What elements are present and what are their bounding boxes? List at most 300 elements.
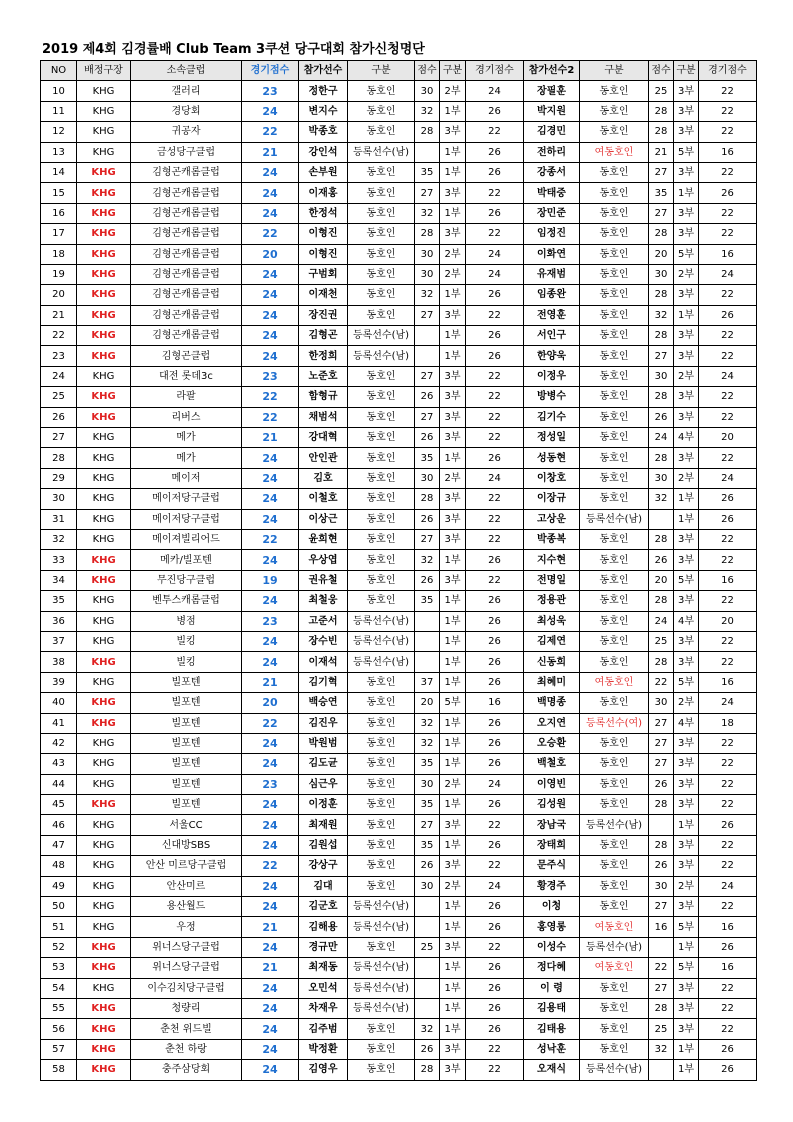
cell-venue: KHG bbox=[77, 346, 131, 366]
cell-player2: 백철호 bbox=[524, 754, 580, 774]
cell-venue: KHG bbox=[77, 1039, 131, 1059]
cell-points2: 28 bbox=[649, 122, 674, 142]
cell-match-score: 21 bbox=[242, 958, 299, 978]
table-row bbox=[41, 754, 757, 774]
cell-club: 빌포텐 bbox=[131, 672, 242, 692]
cell-venue: KHG bbox=[77, 448, 131, 468]
cell-club: 김형곤캐롬클럽 bbox=[131, 326, 242, 346]
cell-player1: 우상엽 bbox=[299, 550, 348, 570]
cell-division1: 2부 bbox=[440, 81, 466, 101]
cell-no: 34 bbox=[41, 570, 77, 590]
cell-category1: 동호인 bbox=[348, 835, 415, 855]
cell-no: 35 bbox=[41, 591, 77, 611]
cell-game-points1: 22 bbox=[466, 183, 524, 203]
cell-match-score: 21 bbox=[242, 142, 299, 162]
cell-division2: 3부 bbox=[674, 81, 699, 101]
cell-division2: 2부 bbox=[674, 468, 699, 488]
cell-game-points2: 22 bbox=[699, 1019, 757, 1039]
cell-division2: 3부 bbox=[674, 448, 699, 468]
cell-division2: 1부 bbox=[674, 1060, 699, 1080]
cell-division2: 3부 bbox=[674, 652, 699, 672]
cell-points1: 26 bbox=[415, 387, 440, 407]
cell-points1: 32 bbox=[415, 550, 440, 570]
cell-no: 24 bbox=[41, 366, 77, 386]
cell-points2: 27 bbox=[649, 733, 674, 753]
cell-club: 빌포텐 bbox=[131, 713, 242, 733]
cell-no: 47 bbox=[41, 835, 77, 855]
cell-points2: 25 bbox=[649, 81, 674, 101]
cell-player1: 박정환 bbox=[299, 1039, 348, 1059]
cell-division2: 3부 bbox=[674, 203, 699, 223]
table-row bbox=[41, 795, 757, 815]
cell-player2: 오승환 bbox=[524, 733, 580, 753]
cell-points2 bbox=[649, 509, 674, 529]
cell-category1: 동호인 bbox=[348, 733, 415, 753]
cell-club: 신대방SBS bbox=[131, 835, 242, 855]
cell-match-score: 20 bbox=[242, 244, 299, 264]
cell-category2: 동호인 bbox=[580, 183, 649, 203]
cell-venue: KHG bbox=[77, 876, 131, 896]
cell-match-score: 24 bbox=[242, 1019, 299, 1039]
cell-division1: 1부 bbox=[440, 591, 466, 611]
cell-division2: 3부 bbox=[674, 835, 699, 855]
header-player1: 참가선수 bbox=[299, 61, 348, 81]
cell-game-points1: 26 bbox=[466, 162, 524, 182]
cell-match-score: 22 bbox=[242, 122, 299, 142]
cell-player2: 성동현 bbox=[524, 448, 580, 468]
cell-game-points2: 24 bbox=[699, 468, 757, 488]
cell-game-points1: 24 bbox=[466, 468, 524, 488]
cell-category2: 동호인 bbox=[580, 693, 649, 713]
cell-points2: 30 bbox=[649, 468, 674, 488]
cell-player2: 김태용 bbox=[524, 1019, 580, 1039]
cell-category2: 동호인 bbox=[580, 631, 649, 651]
cell-game-points1: 26 bbox=[466, 998, 524, 1018]
cell-no: 23 bbox=[41, 346, 77, 366]
cell-no: 57 bbox=[41, 1039, 77, 1059]
table-row bbox=[41, 856, 757, 876]
cell-club: 김형곤클럽 bbox=[131, 346, 242, 366]
cell-division1: 1부 bbox=[440, 958, 466, 978]
cell-player2: 전명일 bbox=[524, 570, 580, 590]
cell-player1: 이재석 bbox=[299, 652, 348, 672]
cell-game-points2: 24 bbox=[699, 366, 757, 386]
cell-division1: 1부 bbox=[440, 897, 466, 917]
cell-no: 48 bbox=[41, 856, 77, 876]
cell-division2: 3부 bbox=[674, 631, 699, 651]
cell-points1: 35 bbox=[415, 591, 440, 611]
cell-points2: 20 bbox=[649, 570, 674, 590]
cell-venue: KHG bbox=[77, 754, 131, 774]
cell-match-score: 24 bbox=[242, 264, 299, 284]
cell-venue: KHG bbox=[77, 1060, 131, 1080]
cell-points1: 26 bbox=[415, 509, 440, 529]
cell-points2: 28 bbox=[649, 101, 674, 121]
cell-game-points1: 26 bbox=[466, 795, 524, 815]
cell-division2: 1부 bbox=[674, 509, 699, 529]
cell-division1: 2부 bbox=[440, 468, 466, 488]
cell-points2: 21 bbox=[649, 142, 674, 162]
cell-club: 빌킹 bbox=[131, 652, 242, 672]
cell-club: 김형곤캐롬클럽 bbox=[131, 203, 242, 223]
cell-player2: 이청 bbox=[524, 897, 580, 917]
cell-club: 김형곤캐롬클럽 bbox=[131, 162, 242, 182]
cell-category1: 동호인 bbox=[348, 693, 415, 713]
cell-club: 빌포텐 bbox=[131, 733, 242, 753]
cell-points2: 28 bbox=[649, 448, 674, 468]
cell-division1: 3부 bbox=[440, 428, 466, 448]
cell-club: 위너스당구클럽 bbox=[131, 937, 242, 957]
cell-division1: 1부 bbox=[440, 917, 466, 937]
cell-division2: 3부 bbox=[674, 529, 699, 549]
cell-category1: 동호인 bbox=[348, 570, 415, 590]
cell-venue: KHG bbox=[77, 958, 131, 978]
cell-match-score: 24 bbox=[242, 509, 299, 529]
cell-no: 43 bbox=[41, 754, 77, 774]
cell-match-score: 24 bbox=[242, 897, 299, 917]
cell-game-points2: 22 bbox=[699, 550, 757, 570]
cell-player2: 장남국 bbox=[524, 815, 580, 835]
cell-club: 빌포텐 bbox=[131, 774, 242, 794]
cell-player1: 김호 bbox=[299, 468, 348, 488]
cell-category1: 동호인 bbox=[348, 244, 415, 264]
cell-division1: 1부 bbox=[440, 713, 466, 733]
cell-player2: 백명종 bbox=[524, 693, 580, 713]
cell-no: 21 bbox=[41, 305, 77, 325]
cell-player1: 김영우 bbox=[299, 1060, 348, 1080]
cell-player2: 오재식 bbox=[524, 1060, 580, 1080]
cell-game-points1: 26 bbox=[466, 631, 524, 651]
cell-category1: 등록선수(남) bbox=[348, 917, 415, 937]
cell-division2: 5부 bbox=[674, 570, 699, 590]
cell-no: 14 bbox=[41, 162, 77, 182]
cell-venue: KHG bbox=[77, 897, 131, 917]
cell-game-points2: 22 bbox=[699, 835, 757, 855]
cell-division2: 3부 bbox=[674, 101, 699, 121]
cell-points2: 24 bbox=[649, 611, 674, 631]
table-row bbox=[41, 672, 757, 692]
cell-venue: KHG bbox=[77, 672, 131, 692]
cell-player2: 김기수 bbox=[524, 407, 580, 427]
table-row bbox=[41, 1039, 757, 1059]
cell-venue: KHG bbox=[77, 611, 131, 631]
cell-points2: 16 bbox=[649, 917, 674, 937]
cell-club: 춘천 하랑 bbox=[131, 1039, 242, 1059]
cell-game-points2: 20 bbox=[699, 611, 757, 631]
cell-category2: 동호인 bbox=[580, 101, 649, 121]
table-row bbox=[41, 203, 757, 223]
cell-points2: 30 bbox=[649, 264, 674, 284]
cell-category1: 동호인 bbox=[348, 183, 415, 203]
cell-division1: 3부 bbox=[440, 509, 466, 529]
cell-category1: 동호인 bbox=[348, 203, 415, 223]
cell-venue: KHG bbox=[77, 937, 131, 957]
cell-category1: 동호인 bbox=[348, 101, 415, 121]
cell-points1: 35 bbox=[415, 835, 440, 855]
cell-match-score: 24 bbox=[242, 652, 299, 672]
cell-division1: 1부 bbox=[440, 162, 466, 182]
cell-match-score: 22 bbox=[242, 856, 299, 876]
cell-venue: KHG bbox=[77, 489, 131, 509]
cell-game-points1: 26 bbox=[466, 326, 524, 346]
cell-player1: 김도균 bbox=[299, 754, 348, 774]
cell-game-points2: 26 bbox=[699, 1060, 757, 1080]
cell-no: 17 bbox=[41, 224, 77, 244]
cell-game-points2: 16 bbox=[699, 672, 757, 692]
table-row bbox=[41, 224, 757, 244]
cell-division2: 3부 bbox=[674, 122, 699, 142]
cell-no: 50 bbox=[41, 897, 77, 917]
table-row bbox=[41, 713, 757, 733]
cell-category1: 등록선수(남) bbox=[348, 652, 415, 672]
cell-player1: 채범석 bbox=[299, 407, 348, 427]
cell-game-points1: 26 bbox=[466, 978, 524, 998]
cell-player1: 정한구 bbox=[299, 81, 348, 101]
cell-points2: 20 bbox=[649, 244, 674, 264]
cell-points2: 28 bbox=[649, 326, 674, 346]
cell-division2: 3부 bbox=[674, 591, 699, 611]
cell-division1: 3부 bbox=[440, 1060, 466, 1080]
cell-points1: 27 bbox=[415, 305, 440, 325]
cell-player1: 한정희 bbox=[299, 346, 348, 366]
cell-category1: 동호인 bbox=[348, 876, 415, 896]
cell-club: 메가 bbox=[131, 428, 242, 448]
cell-club: 메이져빌리어드 bbox=[131, 529, 242, 549]
cell-division2: 5부 bbox=[674, 244, 699, 264]
cell-points2: 27 bbox=[649, 203, 674, 223]
cell-category1: 등록선수(남) bbox=[348, 346, 415, 366]
cell-game-points1: 26 bbox=[466, 203, 524, 223]
cell-match-score: 20 bbox=[242, 693, 299, 713]
header-points2: 점수 bbox=[649, 61, 674, 81]
cell-player2: 최성욱 bbox=[524, 611, 580, 631]
cell-category2: 동호인 bbox=[580, 733, 649, 753]
cell-points2: 35 bbox=[649, 183, 674, 203]
cell-game-points2: 22 bbox=[699, 897, 757, 917]
cell-division1: 2부 bbox=[440, 264, 466, 284]
table-row bbox=[41, 509, 757, 529]
cell-division1: 1부 bbox=[440, 326, 466, 346]
cell-venue: KHG bbox=[77, 468, 131, 488]
cell-category2: 등록선수(남) bbox=[580, 937, 649, 957]
cell-club: 메카/빌포텐 bbox=[131, 550, 242, 570]
cell-game-points2: 16 bbox=[699, 917, 757, 937]
cell-category1: 동호인 bbox=[348, 815, 415, 835]
cell-game-points2: 22 bbox=[699, 733, 757, 753]
cell-division2: 4부 bbox=[674, 428, 699, 448]
cell-division1: 3부 bbox=[440, 387, 466, 407]
cell-venue: KHG bbox=[77, 856, 131, 876]
cell-category1: 동호인 bbox=[348, 754, 415, 774]
cell-category1: 동호인 bbox=[348, 489, 415, 509]
header-club: 소속클럽 bbox=[131, 61, 242, 81]
cell-game-points1: 24 bbox=[466, 774, 524, 794]
cell-category1: 동호인 bbox=[348, 448, 415, 468]
cell-player2: 고상운 bbox=[524, 509, 580, 529]
cell-category1: 등록선수(남) bbox=[348, 978, 415, 998]
cell-player1: 권유철 bbox=[299, 570, 348, 590]
cell-club: 리버스 bbox=[131, 407, 242, 427]
cell-player1: 안인관 bbox=[299, 448, 348, 468]
cell-game-points2: 22 bbox=[699, 387, 757, 407]
cell-player2: 한양욱 bbox=[524, 346, 580, 366]
cell-category1: 동호인 bbox=[348, 591, 415, 611]
cell-venue: KHG bbox=[77, 570, 131, 590]
cell-points1: 27 bbox=[415, 529, 440, 549]
cell-points1 bbox=[415, 897, 440, 917]
cell-points1 bbox=[415, 652, 440, 672]
cell-no: 54 bbox=[41, 978, 77, 998]
cell-points1 bbox=[415, 958, 440, 978]
cell-player2: 이성수 bbox=[524, 937, 580, 957]
cell-no: 42 bbox=[41, 733, 77, 753]
cell-match-score: 19 bbox=[242, 570, 299, 590]
cell-match-score: 24 bbox=[242, 754, 299, 774]
cell-player1: 심근우 bbox=[299, 774, 348, 794]
cell-category2: 동호인 bbox=[580, 264, 649, 284]
cell-game-points1: 24 bbox=[466, 81, 524, 101]
cell-player2: 방병수 bbox=[524, 387, 580, 407]
cell-points2: 26 bbox=[649, 856, 674, 876]
cell-game-points1: 26 bbox=[466, 652, 524, 672]
cell-division1: 1부 bbox=[440, 998, 466, 1018]
cell-category2: 등록선수(여) bbox=[580, 713, 649, 733]
table-row bbox=[41, 897, 757, 917]
cell-category2: 여동호인 bbox=[580, 917, 649, 937]
cell-no: 28 bbox=[41, 448, 77, 468]
cell-no: 53 bbox=[41, 958, 77, 978]
cell-no: 10 bbox=[41, 81, 77, 101]
cell-category1: 등록선수(남) bbox=[348, 631, 415, 651]
cell-match-score: 24 bbox=[242, 591, 299, 611]
table-row bbox=[41, 346, 757, 366]
cell-venue: KHG bbox=[77, 591, 131, 611]
cell-club: 메이저당구클럽 bbox=[131, 509, 242, 529]
cell-player2: 박지원 bbox=[524, 101, 580, 121]
cell-division1: 2부 bbox=[440, 774, 466, 794]
cell-points1: 30 bbox=[415, 468, 440, 488]
cell-venue: KHG bbox=[77, 122, 131, 142]
cell-points1: 35 bbox=[415, 795, 440, 815]
cell-category1: 동호인 bbox=[348, 713, 415, 733]
cell-points2: 22 bbox=[649, 672, 674, 692]
cell-points2: 28 bbox=[649, 285, 674, 305]
table-row bbox=[41, 815, 757, 835]
cell-division1: 1부 bbox=[440, 672, 466, 692]
cell-game-points1: 24 bbox=[466, 264, 524, 284]
cell-game-points1: 26 bbox=[466, 611, 524, 631]
cell-no: 13 bbox=[41, 142, 77, 162]
table-row bbox=[41, 631, 757, 651]
cell-category2: 동호인 bbox=[580, 652, 649, 672]
cell-points1: 28 bbox=[415, 224, 440, 244]
cell-points1 bbox=[415, 998, 440, 1018]
cell-club: 무진당구클럽 bbox=[131, 570, 242, 590]
cell-match-score: 22 bbox=[242, 529, 299, 549]
cell-points2: 28 bbox=[649, 591, 674, 611]
cell-division2: 5부 bbox=[674, 958, 699, 978]
cell-category2: 동호인 bbox=[580, 305, 649, 325]
cell-match-score: 24 bbox=[242, 1060, 299, 1080]
header-row bbox=[41, 61, 757, 81]
cell-player2: 정성일 bbox=[524, 428, 580, 448]
cell-division2: 3부 bbox=[674, 733, 699, 753]
cell-club: 빌포텐 bbox=[131, 754, 242, 774]
cell-match-score: 21 bbox=[242, 917, 299, 937]
header-no: NO bbox=[41, 61, 77, 81]
cell-match-score: 22 bbox=[242, 407, 299, 427]
cell-category2: 여동호인 bbox=[580, 142, 649, 162]
cell-match-score: 24 bbox=[242, 489, 299, 509]
cell-club: 빌포텐 bbox=[131, 693, 242, 713]
table-row bbox=[41, 305, 757, 325]
cell-game-points2: 22 bbox=[699, 285, 757, 305]
cell-match-score: 24 bbox=[242, 101, 299, 121]
cell-game-points1: 22 bbox=[466, 407, 524, 427]
cell-player2: 장민준 bbox=[524, 203, 580, 223]
cell-category2: 동호인 bbox=[580, 346, 649, 366]
cell-game-points1: 26 bbox=[466, 917, 524, 937]
cell-points2: 28 bbox=[649, 529, 674, 549]
table-row bbox=[41, 529, 757, 549]
cell-points2: 27 bbox=[649, 897, 674, 917]
table-body bbox=[41, 81, 757, 1080]
cell-points1 bbox=[415, 631, 440, 651]
cell-venue: KHG bbox=[77, 550, 131, 570]
cell-category1: 동호인 bbox=[348, 407, 415, 427]
cell-game-points2: 22 bbox=[699, 978, 757, 998]
cell-category1: 등록선수(남) bbox=[348, 958, 415, 978]
cell-game-points2: 16 bbox=[699, 570, 757, 590]
cell-division1: 1부 bbox=[440, 448, 466, 468]
cell-points2: 28 bbox=[649, 998, 674, 1018]
cell-category1: 동호인 bbox=[348, 468, 415, 488]
cell-game-points2: 22 bbox=[699, 81, 757, 101]
cell-points1: 35 bbox=[415, 754, 440, 774]
cell-player1: 손부원 bbox=[299, 162, 348, 182]
cell-no: 51 bbox=[41, 917, 77, 937]
cell-match-score: 24 bbox=[242, 448, 299, 468]
cell-venue: KHG bbox=[77, 224, 131, 244]
cell-venue: KHG bbox=[77, 264, 131, 284]
cell-club: 춘천 위드빌 bbox=[131, 1019, 242, 1039]
cell-player1: 강상구 bbox=[299, 856, 348, 876]
cell-game-points2: 24 bbox=[699, 693, 757, 713]
cell-venue: KHG bbox=[77, 795, 131, 815]
cell-match-score: 24 bbox=[242, 1039, 299, 1059]
cell-no: 22 bbox=[41, 326, 77, 346]
cell-player2: 황경주 bbox=[524, 876, 580, 896]
cell-points2: 28 bbox=[649, 224, 674, 244]
cell-division1: 1부 bbox=[440, 978, 466, 998]
cell-venue: KHG bbox=[77, 713, 131, 733]
cell-division2: 1부 bbox=[674, 183, 699, 203]
cell-category1: 동호인 bbox=[348, 1039, 415, 1059]
cell-game-points2: 22 bbox=[699, 754, 757, 774]
cell-venue: KHG bbox=[77, 815, 131, 835]
cell-category2: 동호인 bbox=[580, 835, 649, 855]
cell-player1: 김군호 bbox=[299, 897, 348, 917]
cell-category2: 동호인 bbox=[580, 856, 649, 876]
cell-division2: 2부 bbox=[674, 876, 699, 896]
cell-division2: 1부 bbox=[674, 1039, 699, 1059]
cell-points1: 37 bbox=[415, 672, 440, 692]
cell-game-points1: 22 bbox=[466, 387, 524, 407]
cell-game-points1: 22 bbox=[466, 428, 524, 448]
header-player2: 참가선수2 bbox=[524, 61, 580, 81]
cell-points1: 25 bbox=[415, 937, 440, 957]
cell-game-points1: 26 bbox=[466, 1019, 524, 1039]
